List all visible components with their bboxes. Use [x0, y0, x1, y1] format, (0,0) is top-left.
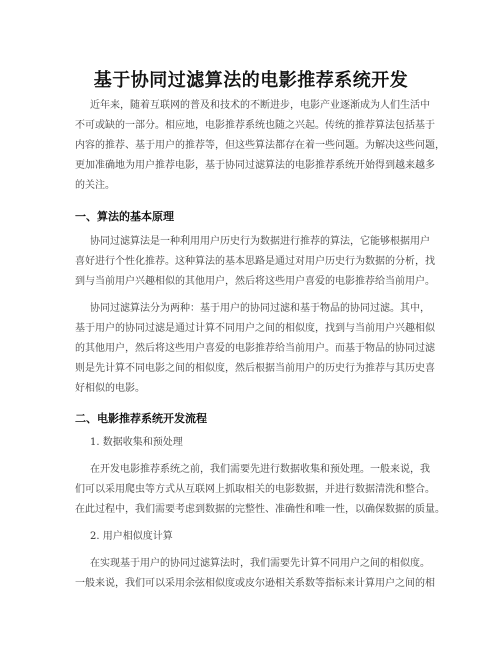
paragraph-line: 协同过滤算法是一种利用用户历史行为数据进行推荐的算法，它能够根据用户 [90, 236, 430, 247]
step-label: 2. 用户相似度计算 [90, 531, 173, 542]
intro-line: 不可或缺的一部分。相应地，电影推荐系统也随之兴起。传统的推荐算法包括基于 [75, 120, 435, 131]
intro-line: 近年来，随着互联网的普及和技术的不断进步，电影产业逐渐成为人们生活中 [90, 100, 430, 111]
intro-line: 的关注。 [75, 180, 115, 191]
paragraph-line: 基于用户的协同过滤是通过计算不同用户之间的相似度，找到与当前用户兴趣相似 [75, 323, 435, 334]
paragraph-line: 的其他用户，然后将这些用户喜爱的电影推荐给当前用户。而基于物品的协同过滤 [75, 343, 435, 354]
paragraph-line: 到与当前用户兴趣相似的其他用户，然后将这些用户喜爱的电影推荐给当前用户。 [75, 276, 435, 287]
paragraph-line: 喜好进行个性化推荐。这种算法的基本思路是通过对用户历史行为数据的分析，找 [75, 256, 435, 267]
paragraph-line: 们可以采用爬虫等方式从互联网上抓取相关的电影数据，并进行数据清洗和整合。 [75, 484, 435, 495]
step-label: 1. 数据收集和预处理 [90, 437, 183, 448]
paragraph-line: 好相似的电影。 [75, 383, 145, 394]
section-heading: 二、电影推荐系统开发流程 [75, 412, 207, 425]
intro-line: 更加准确地为用户推荐电影，基于协同过滤算法的电影推荐系统开始得到越来越多 [75, 160, 435, 171]
paragraph-line: 在实现基于用户的协同过滤算法时，我们需要先计算不同用户之间的相似度。 [90, 558, 430, 569]
section-heading: 一、算法的基本原理 [75, 210, 174, 223]
intro-line: 内容的推荐、基于用户的推荐等，但这些算法都存在着一些问题。为解决这些问题， [75, 140, 445, 151]
paragraph-line: 一般来说，我们可以采用余弦相似度或皮尔逊相关系数等指标来计算用户之间的相 [75, 578, 435, 589]
paragraph-line: 在开发电影推荐系统之前，我们需要先进行数据收集和预处理。一般来说，我 [90, 464, 430, 475]
paragraph-line: 协同过滤算法分为两种：基于用户的协同过滤和基于物品的协同过滤。其中， [90, 303, 430, 314]
paragraph-line: 在此过程中，我们需要考虑到数据的完整性、准确性和唯一性，以确保数据的质量。 [75, 504, 445, 515]
paragraph-line: 则是先计算不同电影之间的相似度，然后根据当前用户的历史行为推荐与其历史喜 [75, 363, 435, 374]
document-title: 基于协同过滤算法的电影推荐系统开发 [93, 70, 409, 91]
